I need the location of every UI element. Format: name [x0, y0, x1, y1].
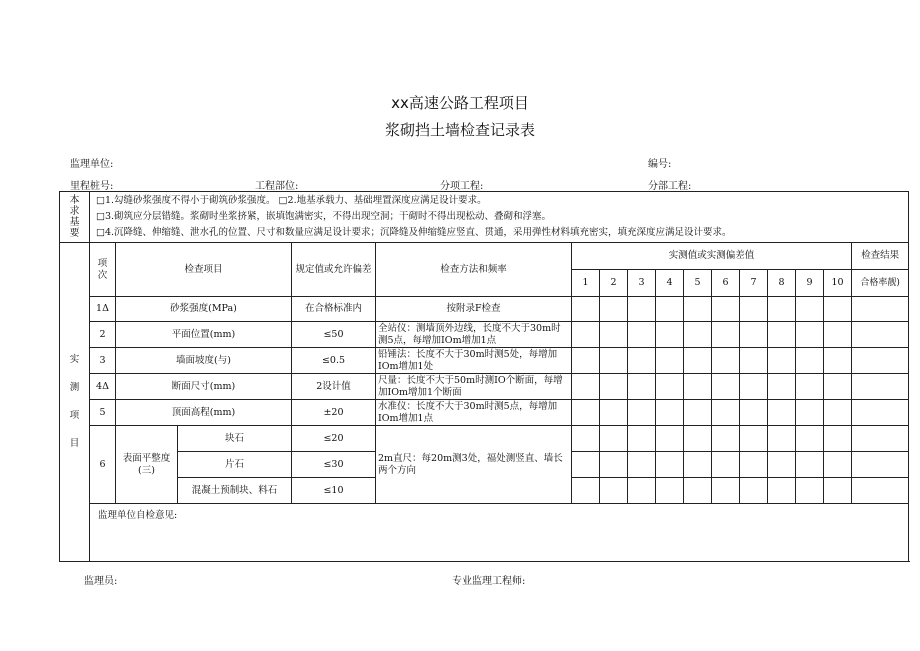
division-label: 分部工程: — [648, 181, 692, 192]
measure-cell[interactable] — [796, 374, 824, 400]
self-check-opinion[interactable]: 监理单位自检意见: — [90, 504, 909, 562]
table-row — [60, 374, 909, 400]
measure-cell[interactable] — [656, 452, 684, 478]
measure-cell[interactable] — [572, 374, 600, 400]
measure-col-7: 7 — [740, 270, 768, 297]
measure-cell[interactable] — [684, 297, 712, 322]
sub-item-label: 分项工程: — [440, 181, 484, 192]
measure-cell[interactable] — [796, 426, 824, 452]
requirements-content — [90, 192, 909, 243]
measure-cell[interactable] — [628, 478, 656, 504]
measure-cell[interactable] — [824, 374, 852, 400]
row-standard: 2设计值 — [292, 374, 376, 400]
requirement-line: □3.砌筑应分层错缝。浆砌时坐浆挤紧，嵌填饱满密实，不得出现空洞；干砌时不得出现松动、叠砌和浮塞。 — [96, 211, 552, 222]
result-cell[interactable] — [852, 348, 909, 374]
measure-cell[interactable] — [684, 348, 712, 374]
measure-cell[interactable] — [768, 348, 796, 374]
measure-cell[interactable] — [600, 348, 628, 374]
row-item: 墙面坡度(与) — [116, 348, 292, 374]
measure-cell[interactable] — [824, 478, 852, 504]
measure-cell[interactable] — [656, 348, 684, 374]
inspection-table — [59, 191, 909, 562]
method-header: 检查方法和频率 — [376, 243, 572, 297]
measure-cell[interactable] — [628, 297, 656, 322]
measure-cell[interactable] — [740, 297, 768, 322]
measure-cell[interactable] — [572, 322, 600, 348]
measure-cell[interactable] — [600, 426, 628, 452]
row-standard: ≤20 — [292, 426, 376, 452]
measure-cell[interactable] — [712, 426, 740, 452]
row-method: 铅锤法：长度不大于30m时测5处，每增加IOm增加1处 — [376, 348, 572, 374]
row-method: 尺量：长度不大于50m时测IO个断面，每增加IOm增加1个断面 — [376, 374, 572, 400]
measure-col-2: 2 — [600, 270, 628, 297]
measure-cell[interactable] — [768, 297, 796, 322]
result-cell[interactable] — [852, 400, 909, 426]
requirements-label: 本求基要 — [60, 192, 90, 243]
result-cell[interactable] — [852, 426, 909, 452]
measure-cell[interactable] — [712, 452, 740, 478]
measure-cell[interactable] — [656, 374, 684, 400]
measure-cell[interactable] — [712, 348, 740, 374]
measure-cell[interactable] — [768, 452, 796, 478]
row-item: 顶面高程(mm) — [116, 400, 292, 426]
row-method: 2m直尺：每20m测3处，福处测竖直、墙长两个方向 — [376, 426, 572, 504]
row-no: 2 — [90, 322, 116, 348]
measure-cell[interactable] — [572, 452, 600, 478]
measure-col-3: 3 — [628, 270, 656, 297]
measure-cell[interactable] — [656, 400, 684, 426]
engineer-label: 专业监理工程师: — [452, 576, 526, 587]
row-no: 4Δ — [90, 374, 116, 400]
measure-cell[interactable] — [824, 322, 852, 348]
measure-cell[interactable] — [572, 426, 600, 452]
table-row — [60, 322, 909, 348]
measure-cell[interactable] — [712, 297, 740, 322]
measure-cell[interactable] — [572, 348, 600, 374]
check-item-header: 检查项目 — [116, 243, 292, 297]
measure-cell[interactable] — [768, 478, 796, 504]
measure-cell[interactable] — [628, 348, 656, 374]
result-cell[interactable] — [852, 452, 909, 478]
row-item: 表面平整度(三) — [116, 426, 178, 504]
row-method: 全站仪：测墙顶外边线，长度不大于30m时测5点，每增加IOm增加1点 — [376, 322, 572, 348]
measure-cell[interactable] — [600, 400, 628, 426]
row-method: 按附录F检查 — [376, 297, 572, 322]
row-item: 断面尺寸(mm) — [116, 374, 292, 400]
measure-cell[interactable] — [796, 348, 824, 374]
row-standard: 在合格标准内 — [292, 297, 376, 322]
measure-cell[interactable] — [824, 297, 852, 322]
measure-col-1: 1 — [572, 270, 600, 297]
row-standard: ≤50 — [292, 322, 376, 348]
table-row — [60, 426, 909, 452]
row-no: 3 — [90, 348, 116, 374]
measure-cell[interactable] — [796, 400, 824, 426]
row-standard: ≤10 — [292, 478, 376, 504]
measure-col-8: 8 — [768, 270, 796, 297]
measure-cell[interactable] — [768, 400, 796, 426]
number-label: 编号: — [648, 159, 672, 170]
measure-cell[interactable] — [684, 452, 712, 478]
result-cell[interactable] — [852, 374, 909, 400]
measure-cell[interactable] — [712, 322, 740, 348]
measure-cell[interactable] — [628, 400, 656, 426]
measured-values-header: 实测值或实测偏差值 — [572, 243, 852, 270]
measure-cell[interactable] — [684, 322, 712, 348]
row-item: 平面位置(mm) — [116, 322, 292, 348]
measure-col-10: 10 — [824, 270, 852, 297]
engineering-dept-label: 工程部位: — [255, 181, 299, 192]
measure-cell[interactable] — [600, 297, 628, 322]
measure-cell[interactable] — [712, 478, 740, 504]
measure-cell[interactable] — [600, 478, 628, 504]
table-row — [60, 400, 909, 426]
measure-cell[interactable] — [656, 297, 684, 322]
requirement-line: □4.沉降缝、伸缩缝、泄水孔的位置、尺寸和数量应满足设计要求；沉降缝及伸缩缝应竖直、贯通，采用弹性材料填充密实，填充深度应满足设计要求。 — [96, 227, 732, 238]
row-standard: ≤0.5 — [292, 348, 376, 374]
result-cell[interactable] — [852, 322, 909, 348]
project-title: xx高速公路工程项目 — [391, 94, 529, 112]
item-no-header: 项次 — [90, 243, 116, 297]
measure-cell[interactable] — [572, 297, 600, 322]
measure-col-6: 6 — [712, 270, 740, 297]
mileage-label: 里程桩号: — [70, 181, 114, 192]
measure-cell[interactable] — [824, 400, 852, 426]
measure-cell[interactable] — [740, 478, 768, 504]
row-method: 水准仪：长度不大于30m时测5点，每增加IOm增加1点 — [376, 400, 572, 426]
measure-col-9: 9 — [796, 270, 824, 297]
measure-cell[interactable] — [628, 374, 656, 400]
table-row — [60, 348, 909, 374]
measure-cell[interactable] — [740, 426, 768, 452]
measure-cell[interactable] — [656, 322, 684, 348]
measure-cell[interactable] — [824, 452, 852, 478]
measure-cell[interactable] — [824, 426, 852, 452]
measure-cell[interactable] — [684, 374, 712, 400]
measure-cell[interactable] — [796, 322, 824, 348]
requirement-line: □1.勾缝砂浆强度不得小于砌筑砂浆强度。 □2.地基承载力、基础埋置深度应满足设计要求。 — [96, 195, 487, 206]
measure-cell[interactable] — [628, 426, 656, 452]
measure-cell[interactable] — [824, 348, 852, 374]
measure-col-4: 4 — [656, 270, 684, 297]
measure-cell[interactable] — [740, 452, 768, 478]
measure-cell[interactable] — [684, 478, 712, 504]
measure-cell[interactable] — [796, 478, 824, 504]
row-no: 1Δ — [90, 297, 116, 322]
measure-col-5: 5 — [684, 270, 712, 297]
measure-cell[interactable] — [712, 400, 740, 426]
measure-cell[interactable] — [656, 426, 684, 452]
measure-cell[interactable] — [796, 297, 824, 322]
result-cell[interactable] — [852, 478, 909, 504]
measure-cell[interactable] — [768, 322, 796, 348]
table-row — [60, 297, 909, 322]
supervision-unit-label: 监理单位: — [70, 159, 114, 170]
measure-cell[interactable] — [684, 426, 712, 452]
row-item: 砂浆强度(MPa) — [116, 297, 292, 322]
measure-cell[interactable] — [628, 322, 656, 348]
pass-rate-header: 合格率靓) — [852, 270, 909, 297]
sub-item-name: 片石 — [178, 452, 292, 478]
result-header: 检查结果 — [852, 243, 909, 270]
measure-cell[interactable] — [740, 400, 768, 426]
measure-cell[interactable] — [796, 452, 824, 478]
measure-cell[interactable] — [712, 374, 740, 400]
row-standard: ≤30 — [292, 452, 376, 478]
form-title: 浆砌挡土墙检查记录表 — [384, 121, 535, 139]
sub-item-name: 混凝土预制块、料石 — [178, 478, 292, 504]
sub-item-name: 块石 — [178, 426, 292, 452]
measure-cell[interactable] — [740, 322, 768, 348]
row-no: 6 — [90, 426, 116, 504]
result-cell[interactable] — [852, 297, 909, 322]
row-no: 5 — [90, 400, 116, 426]
measure-cell[interactable] — [684, 400, 712, 426]
measure-cell[interactable] — [572, 400, 600, 426]
measure-cell[interactable] — [600, 452, 628, 478]
measure-cell[interactable] — [600, 374, 628, 400]
measure-cell[interactable] — [768, 426, 796, 452]
measure-cell[interactable] — [572, 478, 600, 504]
measure-cell[interactable] — [740, 348, 768, 374]
measure-cell[interactable] — [656, 478, 684, 504]
measured-items-section-label: 实 测 项 目 — [60, 243, 90, 562]
measure-cell[interactable] — [768, 374, 796, 400]
row-standard: ±20 — [292, 400, 376, 426]
supervisor-label: 监理员: — [84, 576, 118, 587]
measure-cell[interactable] — [628, 452, 656, 478]
standard-header: 规定值或允许偏差 — [292, 243, 376, 297]
measure-cell[interactable] — [600, 322, 628, 348]
measure-cell[interactable] — [740, 374, 768, 400]
